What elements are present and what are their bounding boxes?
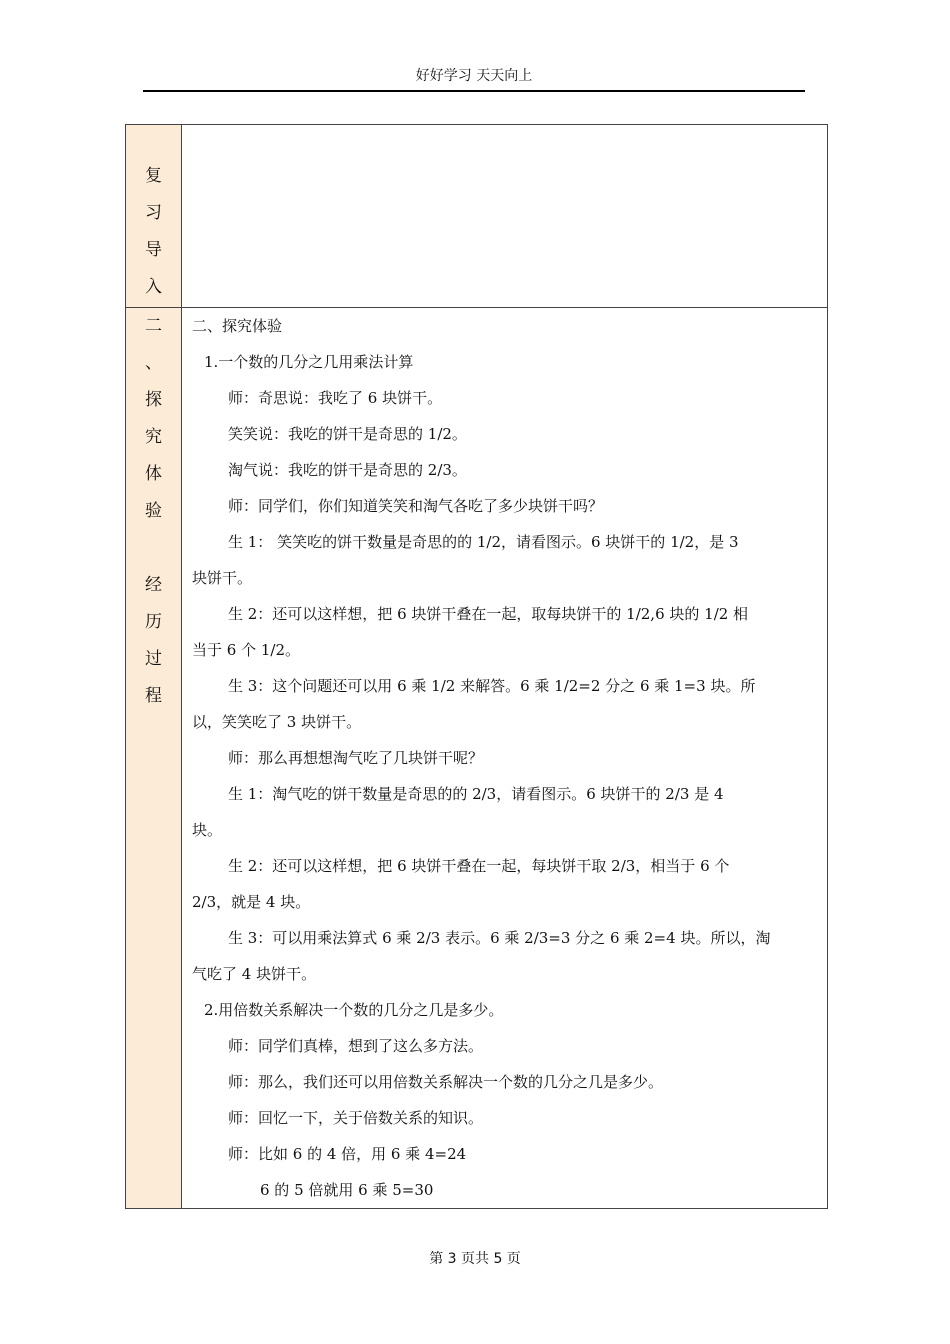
section-heading: 二、探究体验 <box>192 317 283 335</box>
label-char: 复 <box>145 166 162 186</box>
paragraph: 师：那么，我们还可以用倍数关系解决一个数的几分之几是多少。 <box>228 1073 664 1091</box>
row-label-cell <box>126 125 182 308</box>
label-char: 过 <box>145 649 162 669</box>
label-char: 入 <box>145 277 162 297</box>
label-char: 习 <box>145 203 162 223</box>
subheading: 2.用倍数关系解决一个数的几分之几是多少。 <box>204 1001 504 1019</box>
paragraph: 生 3：这个问题还可以用 6 乘 1/2 来解答。6 乘 1/2=2 分之 6 乘 1=3 块。所 <box>228 677 756 695</box>
table-row <box>126 308 828 1209</box>
label-char: 体 <box>145 464 162 484</box>
table-row <box>126 125 828 308</box>
label-char: 经 <box>145 575 162 595</box>
paragraph: 6 的 5 倍就用 6 乘 5=30 <box>260 1181 434 1199</box>
paragraph: 师：同学们，你们知道笑笑和淘气各吃了多少块饼干吗？ <box>228 497 604 515</box>
paragraph: 生 1：淘气吃的饼干数量是奇思的的 2/3，请看图示。6 块饼干的 2/3 是 4 <box>228 785 724 803</box>
paragraph-continuation: 当于 6 个 1/2。 <box>192 641 300 659</box>
paragraph-continuation: 块饼干。 <box>192 569 253 587</box>
subheading: 1.一个数的几分之几用乘法计算 <box>204 353 414 371</box>
label-char: 究 <box>145 427 162 447</box>
paragraph: 师：同学们真棒，想到了这么多方法。 <box>228 1037 484 1055</box>
lesson-content <box>182 308 827 1208</box>
row-label <box>126 308 181 715</box>
paragraph: 淘气说：我吃的饼干是奇思的 2/3。 <box>228 461 467 479</box>
label-char: 、 <box>145 353 162 373</box>
paragraph: 生 2：还可以这样想，把 6 块饼干叠在一起，取每块饼干的 1/2,6 块的 1/2 相 <box>228 605 749 623</box>
paragraph: 师：回忆一下，关于倍数关系的知识。 <box>228 1109 484 1127</box>
row-label-cell <box>126 308 182 1209</box>
paragraph: 生 1： 笑笑吃的饼干数量是奇思的的 1/2，请看图示。6 块饼干的 1/2，是 3 <box>228 533 739 551</box>
paragraph: 师：那么再想想淘气吃了几块饼干呢？ <box>228 749 484 767</box>
label-char: 二 <box>145 316 162 336</box>
row-label <box>126 125 181 306</box>
label-char: 探 <box>145 390 162 410</box>
label-char: 验 <box>145 501 162 521</box>
paragraph: 笑笑说：我吃的饼干是奇思的 1/2。 <box>228 425 467 443</box>
paragraph-continuation: 气吃了 4 块饼干。 <box>192 965 317 983</box>
paragraph: 生 3：可以用乘法算式 6 乘 2/3 表示。6 乘 2/3=3 分之 6 乘 2=4 块。所以，淘 <box>228 929 771 947</box>
paragraph: 师：奇思说：我吃了 6 块饼干。 <box>228 389 443 407</box>
paragraph: 师：比如 6 的 4 倍，用 6 乘 4=24 <box>228 1145 467 1163</box>
paragraph: 生 2：还可以这样想，把 6 块饼干叠在一起，每块饼干取 2/3，相当于 6 个 <box>228 857 730 875</box>
content-cell <box>182 308 828 1209</box>
content-cell-empty <box>182 125 828 308</box>
page-header: 好好学习 天天向上 <box>143 66 805 92</box>
paragraph-continuation: 块。 <box>192 821 223 839</box>
label-char: 历 <box>145 612 162 632</box>
page-number: 第 3 页共 5 页 <box>429 1251 521 1267</box>
lesson-table <box>125 124 828 1209</box>
label-char: 导 <box>145 240 162 260</box>
label-char: 程 <box>145 686 162 706</box>
paragraph-continuation: 2/3，就是 4 块。 <box>192 893 311 911</box>
paragraph-continuation: 以，笑笑吃了 3 块饼干。 <box>192 713 362 731</box>
